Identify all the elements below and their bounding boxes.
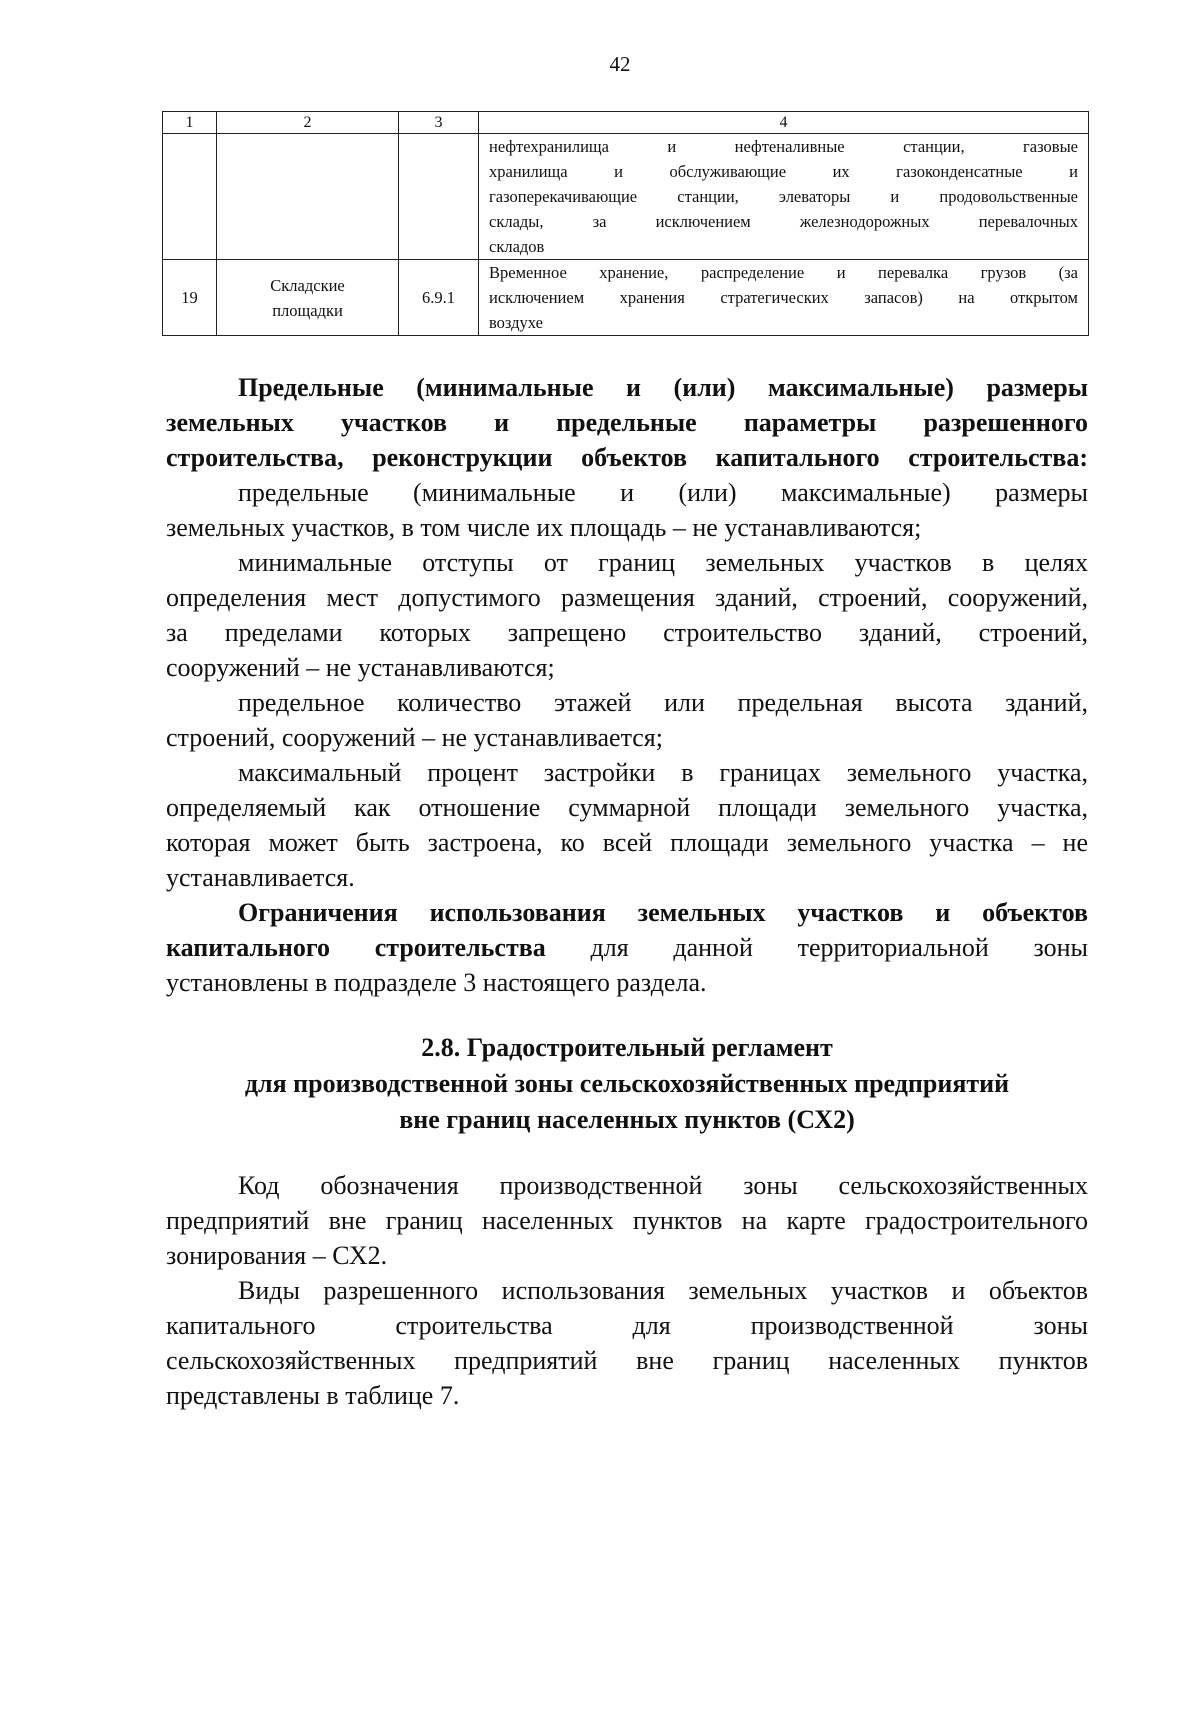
row-description-cell bbox=[479, 260, 1089, 336]
permitted-use-table bbox=[162, 111, 1089, 336]
row-name-line: Складские bbox=[270, 275, 345, 295]
paragraph-line: строений, сооружений – не устанавливается; bbox=[166, 723, 663, 752]
table-header-row bbox=[163, 112, 1089, 134]
limits-title-line: Предельные (минимальные и (или) максимальные) размеры bbox=[238, 373, 1088, 402]
description-line: газоперекачивающие станции, элеваторы и продовольственные bbox=[489, 187, 1078, 206]
heading-line: вне границ населенных пунктов (СХ2) bbox=[399, 1105, 855, 1134]
description-line: склады, за исключением железнодорожных перевалочных bbox=[489, 212, 1078, 231]
paragraph-line bbox=[166, 930, 1088, 965]
paragraph-line: сооружений – не устанавливаются; bbox=[166, 653, 555, 682]
description-line: Временное хранение, распределение и перевалка грузов (за bbox=[489, 263, 1078, 282]
restrictions-bold-text: капитального строительства bbox=[166, 933, 546, 962]
row-description-cell bbox=[479, 134, 1089, 260]
paragraph-line: установлены в подразделе 3 настоящего раздела. bbox=[166, 968, 707, 997]
paragraph-line: предельное количество этажей или предельная высота зданий, bbox=[238, 688, 1088, 717]
description-line: исключением хранения стратегических запасов) на открытом bbox=[489, 288, 1078, 307]
paragraph-line: Код обозначения производственной зоны сельскохозяйственных bbox=[238, 1171, 1088, 1200]
page-number: 42 bbox=[609, 52, 631, 76]
paragraph-line: устанавливается. bbox=[166, 863, 355, 892]
table-header-cell: 1 bbox=[163, 112, 217, 134]
table-row bbox=[163, 134, 1089, 260]
row-number-cell bbox=[163, 134, 217, 260]
table-header-cell: 4 bbox=[479, 112, 1089, 134]
paragraph-line: Виды разрешенного использования земельных участков и объектов bbox=[238, 1276, 1088, 1305]
row-name-cell bbox=[217, 260, 399, 336]
description-line: воздухе bbox=[489, 313, 543, 332]
paragraph-line: минимальные отступы от границ земельных участков в целях bbox=[238, 548, 1088, 577]
paragraph-line: определения мест допустимого размещения зданий, строений, сооружений, bbox=[166, 583, 1088, 612]
limits-paragraph-coverage bbox=[166, 755, 1088, 895]
description-line: хранилища и обслуживающие их газоконденсатные и bbox=[489, 162, 1078, 181]
paragraph-line: земельных участков, в том числе их площадь – не устанавливаются; bbox=[166, 513, 922, 542]
paragraph-line: определяемый как отношение суммарной площади земельного участка, bbox=[166, 793, 1088, 822]
row-name-line: площадки bbox=[272, 300, 343, 320]
paragraph-line: зонирования – СХ2. bbox=[166, 1241, 388, 1270]
table-header-cell: 3 bbox=[399, 112, 479, 134]
description-line: нефтехранилища и нефтеналивные станции, газовые bbox=[489, 137, 1078, 156]
paragraph-line: которая может быть застроена, ко всей площади земельного участка – не bbox=[166, 828, 1088, 857]
restrictions-paragraph bbox=[166, 895, 1088, 1000]
table-header-cell: 2 bbox=[217, 112, 399, 134]
paragraph-line: предприятий вне границ населенных пунктов на карте градостроительного bbox=[166, 1206, 1088, 1235]
row-name-cell bbox=[217, 134, 399, 260]
heading-line: 2.8. Градостроительный регламент bbox=[421, 1033, 833, 1062]
zone-code-paragraph bbox=[166, 1168, 1088, 1273]
description-line: складов bbox=[489, 237, 545, 256]
paragraph-line: максимальный процент застройки в границах земельного участка, bbox=[238, 758, 1088, 787]
limits-paragraph-sizes bbox=[166, 475, 1088, 545]
row-number-cell: 19 bbox=[163, 260, 217, 336]
limits-title-line: строительства, реконструкции объектов капитального строительства: bbox=[166, 443, 1088, 472]
table-row bbox=[163, 260, 1089, 336]
row-code-cell: 6.9.1 bbox=[399, 260, 479, 336]
limits-title-line: земельных участков и предельные параметры разрешенного bbox=[166, 408, 1088, 437]
heading-line: для производственной зоны сельскохозяйственных предприятий bbox=[244, 1069, 1010, 1098]
paragraph-line: предельные (минимальные и (или) максимальные) размеры bbox=[238, 478, 1088, 507]
section-2-8-heading bbox=[166, 1030, 1088, 1138]
limits-title bbox=[166, 370, 1088, 475]
limits-section bbox=[166, 370, 1088, 1000]
paragraph-line: Ограничения использования земельных участков и объектов bbox=[238, 898, 1088, 927]
restrictions-regular-text: для данной территориальной зоны bbox=[545, 933, 1088, 962]
section-2-8-body bbox=[166, 1168, 1088, 1413]
row-code-cell bbox=[399, 134, 479, 260]
paragraph-line: капитального строительства для производственной зоны bbox=[166, 1311, 1088, 1340]
limits-paragraph-setbacks bbox=[166, 545, 1088, 685]
paragraph-line: сельскохозяйственных предприятий вне границ населенных пунктов bbox=[166, 1346, 1088, 1375]
paragraph-line: за пределами которых запрещено строительство зданий, строений, bbox=[166, 618, 1088, 647]
paragraph-line: представлены в таблице 7. bbox=[166, 1381, 460, 1410]
permitted-uses-paragraph bbox=[166, 1273, 1088, 1413]
limits-paragraph-floors bbox=[166, 685, 1088, 755]
